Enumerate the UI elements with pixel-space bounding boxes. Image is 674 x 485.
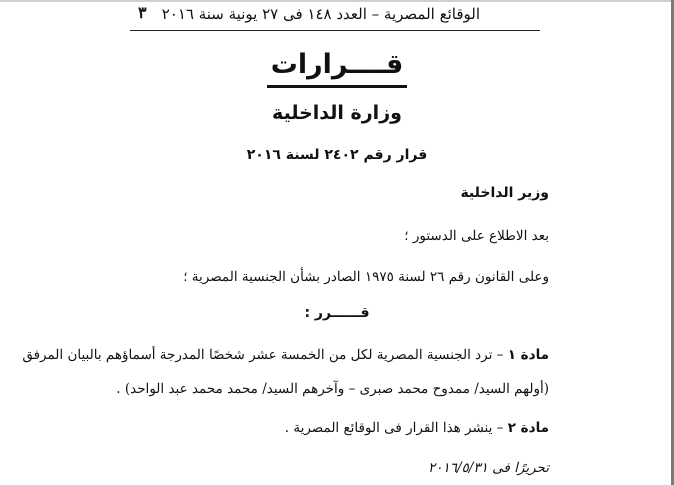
- page-top-edge: [0, 0, 674, 2]
- section-title-text: قــــرارات: [267, 48, 408, 88]
- page-number: ٣: [138, 3, 147, 22]
- decision-number: قرار رقم ٢٤٠٢ لسنة ٢٠١٦: [246, 147, 428, 163]
- article-2: [285, 420, 549, 436]
- article-1-text: – ترد الجنسية المصرية لكل من الخمسة عشر شخصًا المدرجة أسماؤهم بالبيان المرفق: [22, 347, 508, 363]
- preamble-constitution: بعد الاطلاع على الدستور ؛: [404, 228, 549, 244]
- gazette-header-title: الوقائع المصرية – العدد ١٤٨ فى ٢٧ يونية سنة ٢٠١٦: [161, 5, 480, 23]
- issuer-title: وزير الداخلية: [460, 185, 549, 201]
- article-2-label: مادة ٢: [507, 420, 549, 436]
- preamble-law: وعلى القانون رقم ٢٦ لسنة ١٩٧٥ الصادر بشأن الجنسية المصرية ؛: [183, 269, 549, 285]
- article-1-continuation: (أولهم السيد/ ممدوح محمد صبرى – وآخرهم السيد/ محمد محمد عبد الواحد) .: [116, 381, 549, 397]
- issue-date: تحريرًا فى ٢٠١٦/٥/٣١: [427, 460, 549, 476]
- section-title: [0, 48, 674, 88]
- article-1-label: مادة ١: [507, 347, 549, 363]
- ministry-name: وزارة الداخلية: [272, 102, 402, 124]
- decided-heading: قــــــرر :: [304, 305, 370, 321]
- header-divider: [130, 30, 540, 31]
- article-1: [22, 347, 549, 363]
- article-2-text: – ينشر هذا القرار فى الوقائع المصرية .: [284, 420, 508, 436]
